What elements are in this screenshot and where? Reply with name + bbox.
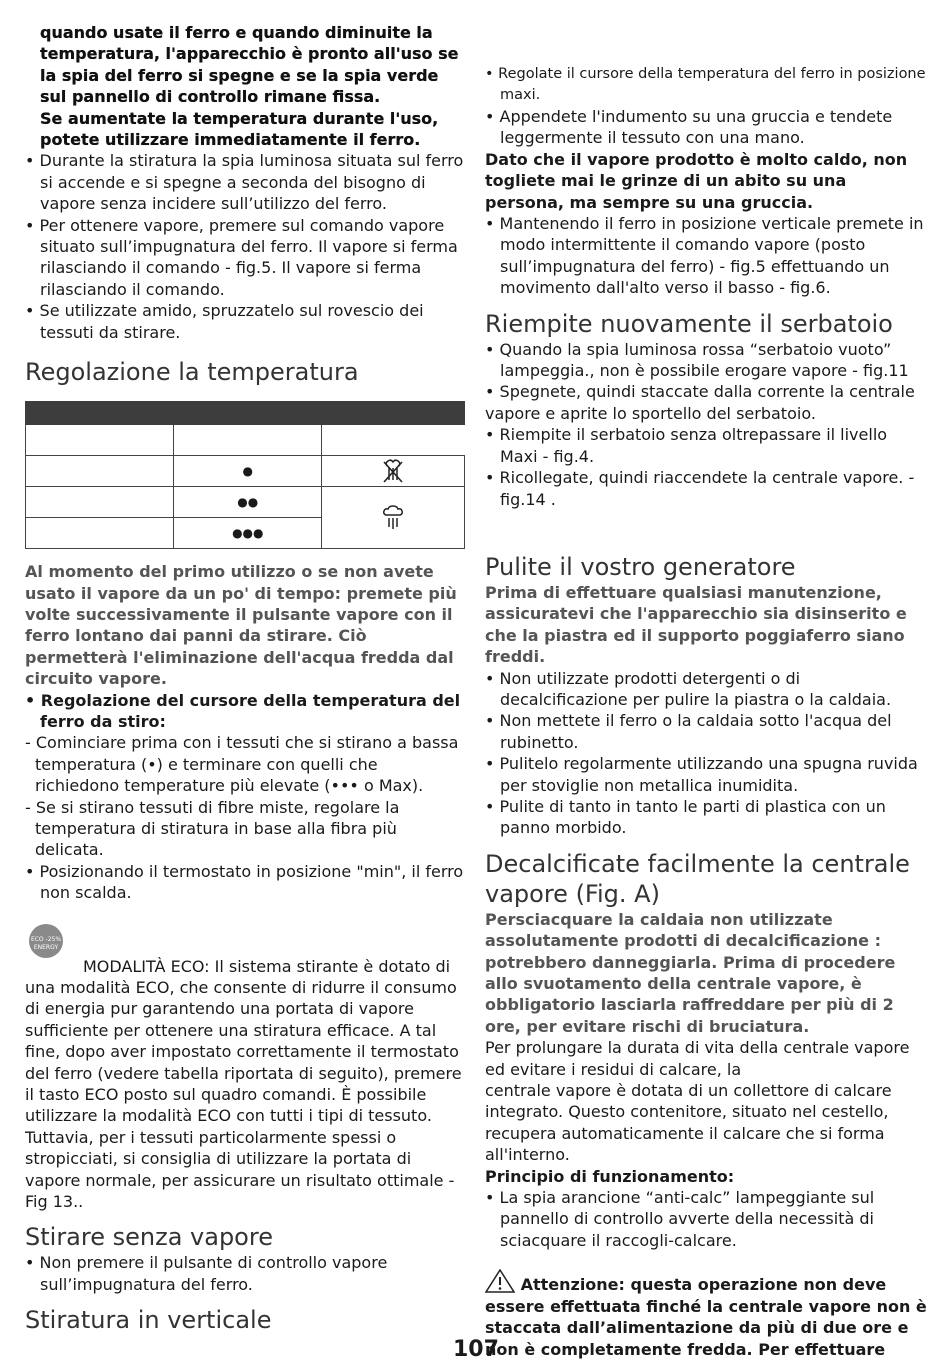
list-item: • Pulite di tanto in tanto le parti di plastica con un panno morbido. <box>485 796 886 838</box>
no-steam-icon <box>322 456 465 487</box>
list-item: • La spia arancione “anti-calc” lampeggiante sul pannello di controllo avverte della necessità di sciacquare il raccogli-calcare. <box>485 1188 875 1250</box>
list-item: • Durante la stiratura la spia luminosa situata sul ferro si accende e si spegne a seconda del bisogno di vapore senza incidere sull’utilizzo del ferro. <box>25 151 464 214</box>
list-item: • Riempite il serbatoio senza oltrepassare il livello Maxi - fig.4. <box>485 425 888 466</box>
descale-text-1: Per prolungare la durata di vita della centrale vapore ed evitare i residui di calcare, la <box>485 1038 910 1079</box>
list-item: • Mantenendo il ferro in posizione verticale premete in modo intermittente il comando vapore (posto sull’impugnatura del ferro) - fig.5 effettuando un movimento dall'alto verso il basso - fig.6. <box>485 214 924 298</box>
dash-item-2: - Se si stirano tessuti di fibre miste, regolare la temperatura di stiratura in base alla fibra più delicata. <box>25 797 400 860</box>
list-item: • Appendete l'indumento su una gruccia e tendete leggermente il tessuto con una mano. <box>485 107 893 148</box>
eco-section <box>25 924 465 1213</box>
page-number: 107 <box>453 1337 499 1362</box>
temp-dots-3: ●●● <box>174 518 322 549</box>
principle-title: Principio di funzionamento: <box>485 1166 735 1186</box>
list-item: • Spegnete, quindi staccate dalla corrente la centrale vapore e aprite lo sportello del serbatoio. <box>485 382 915 423</box>
list-item: • Pulitelo regolarmente utilizzando una spugna ruvida per stoviglie non metallica inumidita. <box>485 754 918 795</box>
intro-bold-1: quando usate il ferro e quando diminuite la temperatura, l'apparecchio è pronto all'uso se la spia del ferro si spegne e se la spia verde sul pannello di controllo rimane fissa. <box>40 23 459 107</box>
dash-item-1: - Cominciare prima con i tessuti che si stirano a bassa temperatura (•) e terminare con quelli che richiedono temperature più elevate (••• o Max). <box>25 733 459 796</box>
first-use-note: Al momento del primo utilizzo o se non avete usato il vapore da un po' di tempo: premete più volte successivamente il pulsante vapore con il ferro lontano dai panni da stirare. Ciò permetterà l'eliminazione dell'acqua fredda dal circuito vapore. <box>25 562 457 689</box>
vertical-warning: Dato che il vapore prodotto è molto caldo, non togliete mai le grinze di un abito su una persona, ma sempre su una gruccia. <box>485 149 908 212</box>
intro-bold-2: Se aumentate la temperatura durante l'uso, potete utilizzare immediatamente il ferro. <box>40 108 439 150</box>
right-column <box>485 64 927 1360</box>
list-item: • Ricollegate, quindi riaccendete la centrale vapore. - fig.14 . <box>485 468 915 509</box>
steam-icon <box>322 487 465 549</box>
descale-warning: Persciacquare la caldaia non utilizzate assolutamente prodotti di decalcificazione : potrebbero danneggiarla. Prima di procedere allo svuotamento della centrale vapore, è obbligatorio lasciarla raffreddare per più di 2 ore, per evitare rischi di bruciatura. <box>485 909 896 1036</box>
list-item: • Regolate il cursore della temperatura del ferro in posizione maxi. <box>485 66 926 103</box>
list-item: • Non premere il pulsante di controllo vapore sull’impugnatura del ferro. <box>25 1253 388 1294</box>
eco-mode-text: MODALITÀ ECO: Il sistema stirante è dotato di una modalità ECO, che consente di ridurre il consumo di energia pur garantendo una portata di vapore sufficiente per ottenere una stiratura efficace. A tal fine, dopo aver impostato correttamente il termostato del ferro (vedere tabella riportata di seguito), premere il tasto ECO posto sul quadro comandi. È possibile utilizzare la modalità ECO con tutti i tipi di tessuto. Tuttavia, per i tessuti particolarmente spessi o stropicciati, si consiglia di utilizzare la portata di vapore normale, per assicurare un risultato ottimale - Fig 13.. <box>25 956 462 1212</box>
cursor-title: • Regolazione del cursore della temperatura del ferro da stiro: <box>25 690 461 731</box>
list-item: • Quando la spia luminosa rossa “serbatoio vuoto” lampeggia., non è possibile erogare vapore - fig.11 <box>485 339 909 381</box>
clean-warning: Prima di effettuare qualsiasi manutenzione, assicuratevi che l'apparecchio sia disinserito e che la piastra ed il supporto poggiaferro siano freddi. <box>485 582 907 667</box>
list-item: • Non utilizzate prodotti detergenti o di decalcificazione per pulire la piastra o la caldaia. <box>485 668 892 709</box>
section-title-refill: Riempite nuovamente il serbatoio <box>485 309 893 338</box>
caution-note: Attenzione: questa operazione non deve essere effettuata finché la centrale vapore non è staccata dall’alimentazione da più di due ore e non è completamente fredda. Per effettuare <box>485 1269 927 1360</box>
temperature-table <box>25 401 465 549</box>
descale-text-2: centrale vapore è dotata di un collettore di calcare integrato. Questo contenitore, situato nel cestello, recupera automaticamente il calcare che si forma all'interno. <box>485 1081 892 1165</box>
section-title-no-steam: Stirare senza vapore <box>25 1223 273 1252</box>
section-title-clean: Pulite il vostro generatore <box>485 552 796 581</box>
left-column <box>25 22 465 1335</box>
list-item: • Se utilizzate amido, spruzzatelo sul rovescio dei tessuti da stirare. <box>25 301 424 342</box>
section-title-temperature: Regolazione la temperatura <box>25 358 359 387</box>
eco-energy-badge-icon: ECO -25% ENERGY <box>29 924 63 958</box>
list-item: • Posizionando il termostato in posizione "min", il ferro non scalda. <box>25 861 464 903</box>
temp-dots-1: ● <box>174 456 322 487</box>
section-title-vertical: Stiratura in verticale <box>25 1306 272 1335</box>
temp-dots-2: ●● <box>174 487 322 518</box>
section-title-descale: Decalcificate facilmente la centrale vapore (Fig. A) <box>485 849 910 908</box>
warning-triangle-icon <box>485 1269 515 1293</box>
list-item: • Per ottenere vapore, premere sul comando vapore situato sull’impugnatura del ferro. Il vapore si ferma rilasciando il comando - fig.5. Il vapore si ferma rilasciando il comando. <box>25 215 458 299</box>
list-item: • Non mettete il ferro o la caldaia sotto l'acqua del rubinetto. <box>485 711 892 752</box>
